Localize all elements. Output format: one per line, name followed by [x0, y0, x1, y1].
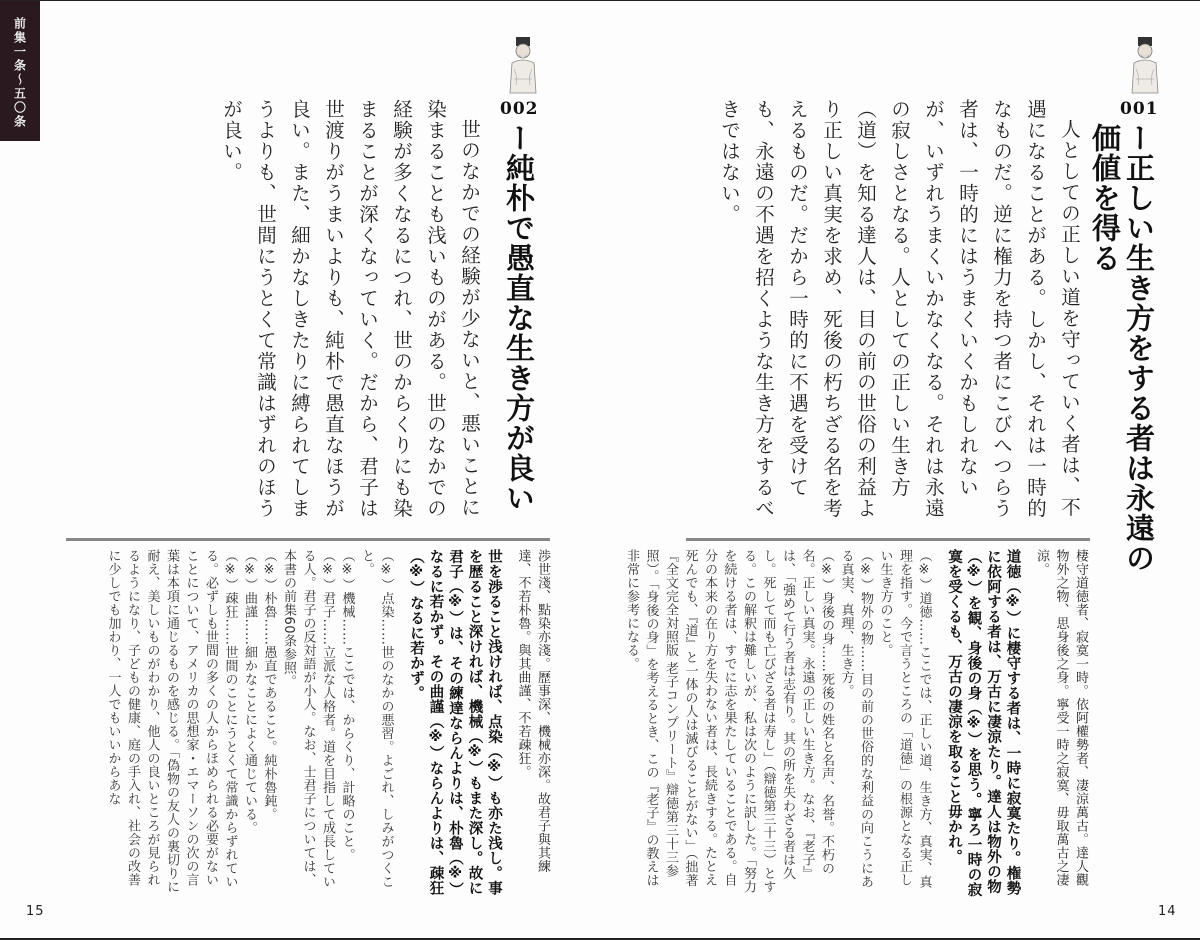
note-item: （※）機械……ここでは、からくり、計略のこと。	[339, 549, 355, 862]
notes-002	[62, 549, 552, 899]
section-divider	[66, 538, 550, 541]
entry-title-001	[1088, 123, 1156, 593]
entry-body-001	[718, 99, 1086, 531]
kundoku-reading: 道徳（※）に棲守する者は、一時に寂寞たり。権勢に依阿する者は、万古に凄涼たり。達人は物外の物（※）を観、身後の身（※）を思う。寧ろ一時の寂寞を受くるも、万古の凄涼を取ること毋かれ。	[946, 549, 1021, 897]
title-dash: ー	[1122, 123, 1156, 153]
note-item: （※）君子……立派な人格者。道を目指して成長している人。君子の反対語が小人。なお、士君子については、本書の前集60条参照。	[281, 549, 335, 889]
scholar-portrait-icon	[500, 35, 546, 95]
note-item: （※）物外の物……目の前の世俗的な利益の向こうにある真実、真理、生き方。	[838, 549, 873, 889]
kanbun-original: 渉世淺、點染亦淺。歷事深、機械亦深。故君子與其練達、不若朴魯。與其曲謹、不若疎狂。	[515, 549, 550, 873]
page-number-right: 14	[1158, 904, 1177, 919]
kundoku-reading: 世を渉ること浅ければ、点染（※）も亦た浅し。事を歴ること深ければ、機械（※）もまた深し。故に君子（※）は、その練達ならんよりは、朴魯（※）なるに若かず。その曲謹（※）ならんよりは、疎狂（※）なるに若かず。	[408, 549, 502, 897]
note-item: （※）朴魯……愚直であること。純朴魯鈍。	[261, 549, 277, 821]
entry-body-002	[220, 99, 486, 531]
section-divider	[686, 538, 1090, 541]
body-paragraph: 人としての正しい道を守っていく者は、不遇になることがある。しかし、それは一時的なものだ。逆に権力を持つ者にこびへつらう者は、一時的にはうまくいくかもしれないが、いずれうまくいかなくなる。それは永遠の寂しさとなる。人としての正しい生き方（道）を知る達人は、目の前の世俗の利益より正しい真実を求め、死後の朽ちざる名を考えるものだ。だから一時的に不遇を受けても、永遠の不遇を招くような生き方をするべきではない。	[718, 99, 1081, 519]
section-tab: 前集一条〜五〇条	[0, 1, 40, 141]
notes-001	[624, 549, 1090, 899]
note-item: （※）曲謹……細かなことによく通じている。	[242, 549, 257, 835]
portrait-illustration-002	[500, 35, 546, 95]
note-item: （※）疎狂……世間のことにうとくて常識からずれている。必ずしも世間の多くの人からほめられる必要がないことについて、アメリカの思想家・エマーソンの次の言葉は本項に通じるものを感じる。「偽物の友人の裏切りに耐え、美しいものがわかり、他人の良いところが見られるようになり、子どもの健康、庭の手入れ、社会の改善に少しでも加わり、一人でもいいからあな	[105, 549, 238, 894]
note-item: （※）身後の身……死後の姓名と名声、名誉。不朽の名。正しい真実。永遠の正しい生き方。なお、『老子』は、「強めて行う者は志有り。其の所を失わざる者は久し。死して而も亡びざる者は寿し」（辯徳第三十三）とする。この解釈は難しいが、私は次のように訳した。「努力を続ける者は、すでに志を果たしていることである。自分の本来の在り方を失わない者は、長続きする。たとえ死んでも、『道』と一体の人は滅びることがない」（拙著『全文完全対照版 老子コンプリート』辯徳第三十三参照）。「身後の身」を考えるとき、この『老子』の教えは非常に参考になる。	[624, 549, 834, 894]
entry-number-001: 001	[1120, 99, 1159, 119]
note-item: （※）道徳……ここでは、正しい道、生き方、真実、真理を指す。今で言うところの「道徳」の根源となる正しい生き方のこと。	[877, 549, 932, 889]
entry-title-text: 正しい生き方をする者は永遠の価値を得る	[1088, 123, 1156, 573]
page-number-left: 15	[26, 904, 45, 919]
entry-title-text: 純朴で愚直な生き方が良い	[502, 153, 536, 513]
entry-title-002	[502, 123, 536, 543]
scholar-portrait-icon	[1122, 35, 1168, 95]
title-dash: ー	[502, 123, 536, 153]
body-paragraph: 世のなかでの経験が少ないと、悪いことに染まることも浅いものがある。世のなかでの経験が多くなるにつれ、世のからくりにも染まることが深くなっていく。だから、君子は世渡りがうまいよりも、純朴で愚直なほうが良い。また、細かなしきたりに縛られてしまうよりも、世間にうとくて常識はずれのほうが良い。	[220, 99, 481, 519]
kanbun-original: 棲守道徳者、寂寞一時。依阿權勢者、凄涼萬古。達人觀物外之物、思身後之身。寧受一時之寂寞、毋取萬古之凄涼。	[1034, 549, 1088, 887]
entry-number-002: 002	[500, 99, 539, 119]
portrait-illustration-001	[1122, 35, 1168, 95]
note-item: （※）点染……世のなかの悪習。よごれ、しみがつくこと。	[359, 549, 394, 889]
